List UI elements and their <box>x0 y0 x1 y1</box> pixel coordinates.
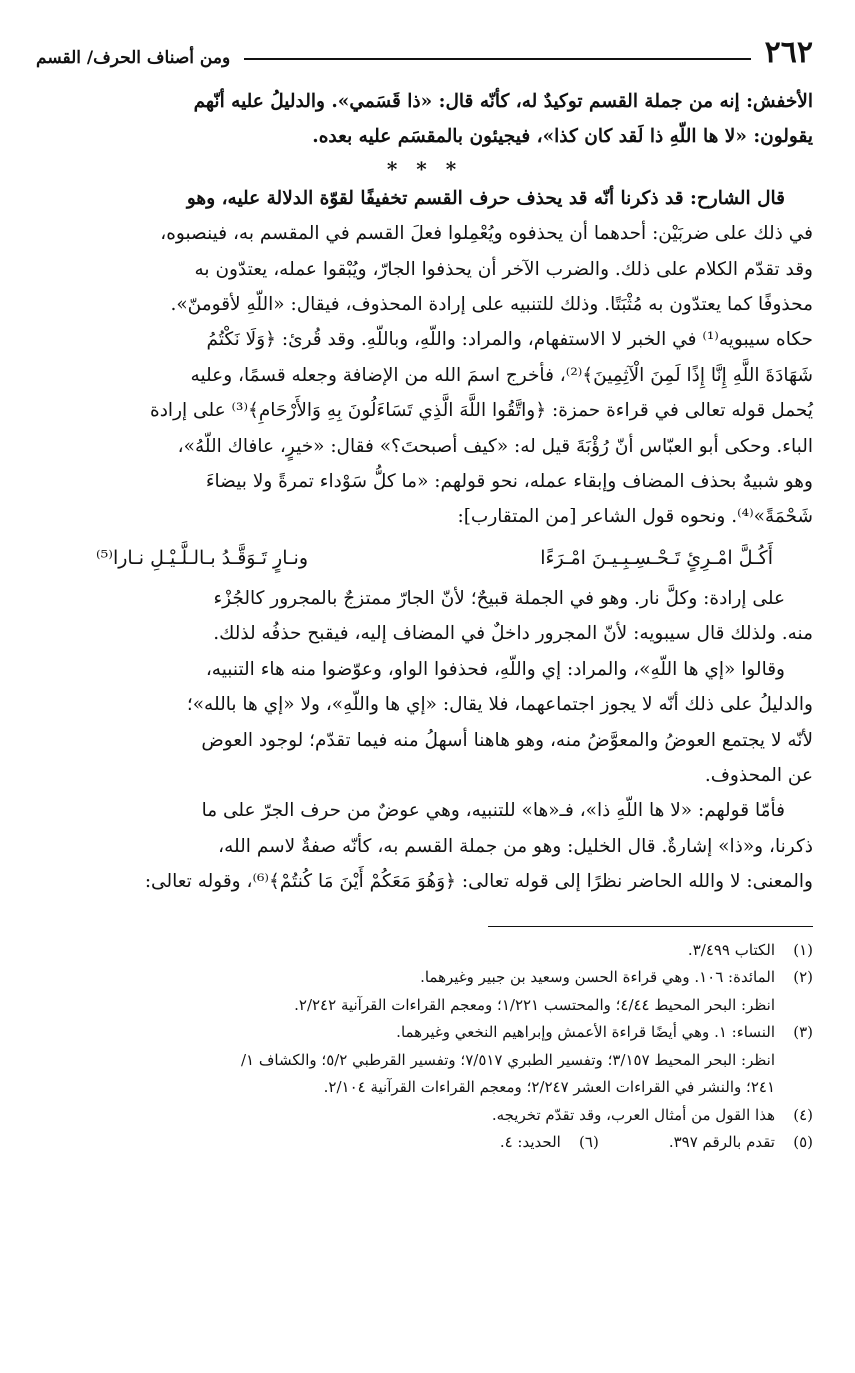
footnote-3 <box>36 1019 813 1047</box>
footnote-text: الكتاب ٣/٤٩٩. <box>687 940 775 959</box>
text-line: الأخفش: إنه من جملة القسم توكيدٌ له، كأنّه قال: «ذا قَسَمي». والدليلُ عليه أنّهم <box>193 91 813 112</box>
text-line: محذوفًا كما يعتدّون به مُثْبَتًا. وذلك للتنبيه على إرادة المحذوف، فيقال: «اللّهِ لأقومنّ». <box>170 294 813 316</box>
sharih-paragraph <box>36 181 813 535</box>
footnote-5 <box>669 1129 813 1157</box>
running-title: ومن أصناف الحرف/ القسم <box>36 48 231 68</box>
text-line: شَهَادَةَ اللَّهِ إِنَّا إِذًا لَمِنَ الْآثِمِينَ﴾⁽²⁾، فأخرج اسمَ الله من الإضافة وجعله قسمًا، وعليه <box>190 364 813 386</box>
footnote-4 <box>36 1102 813 1130</box>
footnote-text: المائدة: ١٠٦. وهي قراءة الحسن وسعيد بن جبير وغيرهما. <box>420 968 775 987</box>
footnote-text: تقدم بالرقم ٣٩٧. <box>668 1133 775 1152</box>
text-line: ذكرنا، و«ذا» إشارةٌ. قال الخليل: وهو من جملة القسم به، كأنّه صفةٌ لاسم الله، <box>218 835 813 857</box>
text-line: وقالوا «إي ها اللّهِ»، والمراد: إي واللّهِ، فحذفوا الواو، وعوّضوا منه هاء التنبيه، <box>205 658 785 680</box>
text-line: قال الشارح: قد ذكرنا أنّه قد يحذف حرف القسم تخفيفًا لقوّة الدلالة عليه، وهو <box>186 187 785 209</box>
footnote-2 <box>36 964 813 992</box>
footnote-text: النساء: ١. وهي أيضًا قراءة الأعمش وإبراهيم النخعي وغيرهما. <box>396 1023 775 1042</box>
poetry-verse <box>36 535 813 581</box>
footnote-1 <box>36 937 813 965</box>
footnote-number: (٥) <box>793 1133 813 1152</box>
section-separator: * * * <box>386 156 463 181</box>
page-number: ٢٦٢ <box>764 35 813 70</box>
text-line: والدليلُ على ذلك أنّه لا يجوز اجتماعهما، فلا يقال: «إي ها واللّهِ»، ولا «إي ها بالله»؛ <box>186 694 813 716</box>
text-line: في ذلك على ضربَيْن: أحدهما أن يحذفوه ويُعْمِلوا فعلَ القسم في المقسم به، فينصبوه، <box>160 223 813 245</box>
text-line: عن المحذوف. <box>704 764 813 786</box>
verse-hemistich-first: أَكُـلَّ امْـرِئٍ تَـحْـسِـبِـيـنَ امْـرَءًا <box>540 546 773 569</box>
irada-paragraph <box>36 581 813 652</box>
text-line: منه. ولذلك قال سيبويه: لأنّ المجرور داخلٌ في المضاف إليه، فيقبح حذفُه لذلك. <box>213 623 813 645</box>
page-header <box>36 28 813 68</box>
text-line: وقد تقدّم الكلام على ذلك. والضرب الآخر أن يحذفوا الجارّ، ويُبْقوا عمله، يعتدّون به <box>194 258 813 280</box>
footnote-number: (٤) <box>793 1105 813 1124</box>
footnote-number: (١) <box>793 940 813 959</box>
text-line: يُحمل قوله تعالى في قراءة حمزة: ﴿واتَّقُوا اللَّهَ الَّذِي تَسَاءَلُونَ بِهِ وَالأَرْحَامِ﴾⁽³⁾ على إرادة <box>150 400 813 422</box>
footnote-6 <box>500 1129 599 1157</box>
footnote-text: الحديد: ٤. <box>499 1133 561 1152</box>
footnotes <box>36 937 813 1157</box>
footnote-number: (٦) <box>579 1133 599 1152</box>
verse-hemistich-second: ونـارٍ تَـوَقَّـدُ بـالـلَّـيْـلِ نـارا⁽⁵⁾ <box>96 546 309 569</box>
footnote-number: (٢) <box>793 968 813 987</box>
footnote-row <box>36 1129 813 1157</box>
text-line: لأنّه لا يجتمع العوضُ والمعوَّضُ منه، وهو هاهنا أسهلُ منه فيما تقدّم؛ لوجود العوض <box>201 729 813 751</box>
text-line: وهو شبيهٌ بحذف المضاف وإبقاء عمله، نحو قولهم: «ما كلُّ سَوْداء تمرةً ولا بيضاءَ <box>205 471 813 493</box>
text-line: الباء. وحكى أبو العبّاس أنّ رُؤْبَةَ قيل له: «كيف أصبحتَ؟» فقال: «خيرٍ، عافاك اللّهُ»، <box>177 435 813 457</box>
text-line: يقولون: «لا ها اللّهِ ذا لَقد كان كذا»، فيجيئون بالمقسَم عليه بعده. <box>312 126 813 148</box>
text-line: والمعنى: لا والله الحاضر نظرًا إلى قوله تعالى: ﴿وَهُوَ مَعَكُمْ أَيْنَ مَا كُنتُمْ﴾⁽⁶⁾، وقوله تعالى: <box>144 871 813 893</box>
footnote-3-continuation: انظر: البحر المحيط ٣/١٥٧؛ وتفسير الطبري ٧/٥١٧؛ وتفسير القرطبي ٥/٢؛ والكشاف ١/ <box>240 1050 775 1069</box>
header-rule <box>244 58 750 60</box>
intro-paragraph <box>36 84 813 155</box>
text-line: شَحْمَةً»⁽⁴⁾. ونحوه قول الشاعر [من المتقارب]: <box>457 506 813 528</box>
text-line: حكاه سيبويه⁽¹⁾ في الخبر لا الاستفهام، والمراد: واللّهِ، وباللّهِ. وقد قُرئ: ﴿وَلَا نَكْتُمُ <box>206 329 813 351</box>
text-line: فأمّا قولهم: «لا ها اللّهِ ذا»، فـ«ها» للتنبيه، وهي عوضٌ من حرف الجرّ على ما <box>201 800 785 822</box>
amma-paragraph <box>36 793 813 899</box>
text-line: على إرادة: وكلَّ نار. وهو في الجملة قبيحٌ؛ لأنّ الجارّ ممتزجٌ بالمجرور كالجُزْء <box>213 587 785 609</box>
footnote-number: (٣) <box>793 1023 813 1042</box>
footnote-text: هذا القول من أمثال العرب، وقد تقدّم تخريجه. <box>491 1105 775 1124</box>
footnote-3-continuation: ٢٤١؛ والنشر في القراءات العشر ٢/٢٤٧؛ ومعجم القراءات القرآنية ٢/١٠٤. <box>323 1078 775 1097</box>
footnote-2-continuation: انظر: البحر المحيط ٤/٤٤؛ والمحتسب ١/٢٢١؛ ومعجم القراءات القرآنية ٢/٢٤٢. <box>294 995 775 1014</box>
footnote-separator <box>488 926 813 927</box>
ii-paragraph <box>36 652 813 794</box>
